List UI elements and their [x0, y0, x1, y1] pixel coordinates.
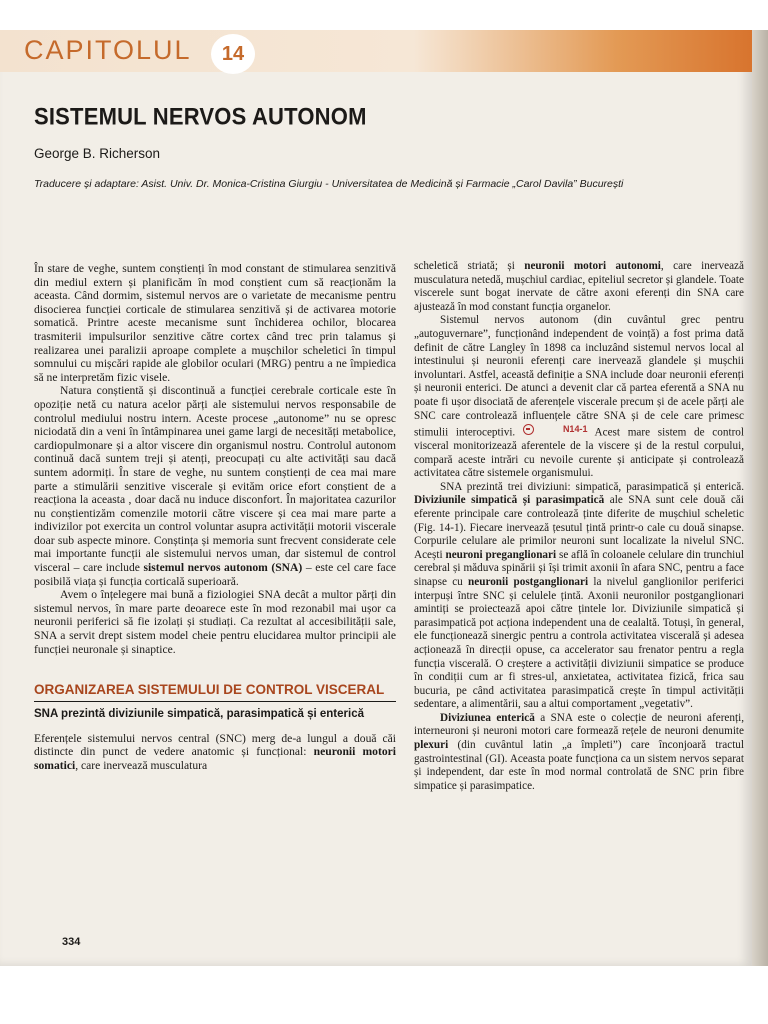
- chapter-number-badge: 14: [211, 34, 255, 74]
- left-column: [34, 262, 396, 773]
- chapter-header-band: [0, 30, 752, 72]
- translation-credit: Traducere și adaptare: Asist. Univ. Dr. Monica-Cristina Giurgiu - Universitatea de Medicină și Farmacie „Carol Davila” București: [34, 178, 624, 190]
- section-divider: [34, 701, 396, 702]
- section-heading: ORGANIZAREA SISTEMULUI DE CONTROL VISCERAL: [34, 682, 385, 698]
- paragraph: Eferențele sistemului nervos central (SNC) merg de-a lungul a două căi distincte din punct de vedere anatomic și funcțional: neuronii motori somatici, care inervează musculatura: [34, 731, 397, 772]
- paragraph: În stare de veghe, suntem conștienți în mod constant de stimularea senzitivă din mediul extern și planificăm în mod conștient cum să reacționăm la aceasta. Când dormim, sistemul nervos are o varietate de mecanisme pentru disocierea funcției corticale de stimularea senzitivă și de activarea motorie somatică. Printre aceste mecanisme sunt închiderea ochilor, blocarea trasmiterii impulsurilor senzitive către cortex când trec prin talamus și realizarea unei paralizii aproape complete a mușchilor scheletici în timpul somnului cu mișcări rapide ale globilor oculari (MRG) pentru a ne împiedica să ne interpretăm fizic visele.: [34, 262, 396, 384]
- paragraph: Avem o înțelegere mai bună a fiziologiei SNA decât a multor părți din sistemul nervos, în mare parte deoarece este în mod rezonabil mai ușor ca neuronii periferici să fie izolați și studiați. Ca rezultat al accesibilității sale, SNA a servit drept sistem model cheie pentru elucidarea multor principii ale funcției neuronale și sinaptice.: [34, 588, 396, 656]
- paragraph: scheletică striată; și neuronii motori autonomi, care inervează musculatura netedă, mușchiul cardiac, epiteliul secretor și glandele. Toate viscerele sunt bogat inervate de către axoni eferenți din SNA care ajustează în mod constant funcția organelor.: [414, 260, 744, 313]
- book-page: [0, 30, 752, 966]
- chapter-title: SISTEMUL NERVOS AUTONOM: [34, 102, 367, 130]
- netter-reference-badge[interactable]: N14-1: [523, 423, 588, 437]
- page-number: 334: [62, 936, 81, 948]
- page-edge-shadow: [752, 30, 768, 966]
- right-column: [414, 260, 744, 793]
- paragraph: Natura conștientă și discontinuă a funcției cerebrale corticale este în opoziție netă cu natura acelor părți ale sistemului nervos responsabile de controlul mediului nostru intern. Aceste procese „autonome” nu se opresc niciodată din a veni în întâmpinarea unei game largi de necesități metabolice, cardiopulmonare și a altor viscere din organismul nostru. Controlul autonom continuă dacă suntem treji și atenți, preocupați cu alte activități sau dacă suntem adormiți. În stare de veghe, nu suntem conștienți de cea mai mare parte a stimulării senzitive viscerale și evităm orice efort conștient de a reacționa la aceasta , doar dacă nu induce disconfort. În majoritatea cazurilor nu conștientizăm comenzile motorii către viscere și cea mai mare parte a indivizilor pot exercita un control voluntar asupra activității motorii viscerale doar sub aspecte minore. Conștința și memoria sunt frecvent considerate cele mai importante funcții ale sistemului nervos uman, dar sistemul de control visceral – care include sistemul nervos autonom (SNA) – este cel care face posibilă viața și funcția corticală superioară.: [34, 384, 396, 588]
- background-area: [0, 966, 768, 1024]
- paragraph: Diviziunea enterică a SNA este o colecție de neuroni aferenți, interneuroni și neuroni motori care formează rețele de neuroni denumite plexuri (din cuvântul latin „a împleti”) care înconjoară tractul gastrointestinal (GI). Aceasta poate funcționa ca un sistem nervos separat și independent, dar este în mod normal controlată de SNC prin fibre simpatice și parasimpatice.: [414, 711, 745, 792]
- paragraph: Sistemul nervos autonom (din cuvântul grec pentru „autoguvernare”, funcționând independent de voință) a fost prima dată definit de către Langley în 1898 ca incluzând sistemul nervos local al intestinului și neuronii eferenți care inervează glandele și mușchii involuntari. Astfel, această definiție a SNA include doar neuronii eferenți și neuronii enterici. De atunci a devenit clar că partea eferentă a SNA nu poate fi ușor disociată de aferențele viscerale precum și de acele părți ale SNC care controlează influențele către SNA și de cele care primesc stimulii interoceptivi. N14-1 Acest mare sistem de control visceral monitorizează aferentele de la viscere și de la restul corpului, compară aceste intrări cu nevoile curente și anticipate și controlează activitatea către sistemele organismului.: [414, 314, 744, 480]
- reference-icon: [523, 424, 534, 435]
- chapter-label: CAPITOLUL: [24, 35, 192, 65]
- subsection-heading: SNA prezintă diviziunile simpatică, parasimpatică și enterică: [34, 708, 364, 721]
- author-name: George B. Richerson: [34, 146, 161, 161]
- paragraph: SNA prezintă trei diviziuni: simpatică, parasimpatică și enterică. Diviziunile simpatică și parasimpatică ale SNA sunt cele două căi eferente principale care controlează ținte diferite de mușchiul scheletic (Fig. 14-1). Fiecare inervează țesutul țintă printr-o cale cu două sinapse. Corpurile celulare ale primilor neuroni sunt localizate la nivelul SNC. Acești neuroni preganglionari se află în coloanele celulare din trunchiul cerebral și măduva spinării și își trimit axonii în afara SNC, pentru a face sinapse cu neuronii postganglionari la nivelul ganglionilor periferici interpuși între SNC și celulele țintă. Axonii neuronilor postganglionari amintiți se proiectează apoi către țintele lor. Diviziunile simpatică și parasimpatică pot acționa independent una de cealaltă. Totuși, în general, ele funcționează sinergic pentru a controla activitatea viscerală și adesea acționează în direcții opuse, ca accelerator sau frenator pentru a regla funcția viscerală. O creștere a activității diviziunii simpatice se produce în condiții cum ar fi stres-ul, anxietatea, activitatea fizică, frica sau bucuria, pe când activitatea parasimpatică crește în timpul activității sedentare, a alimentării, sau a altui comportament „vegetativ”.: [414, 480, 744, 711]
